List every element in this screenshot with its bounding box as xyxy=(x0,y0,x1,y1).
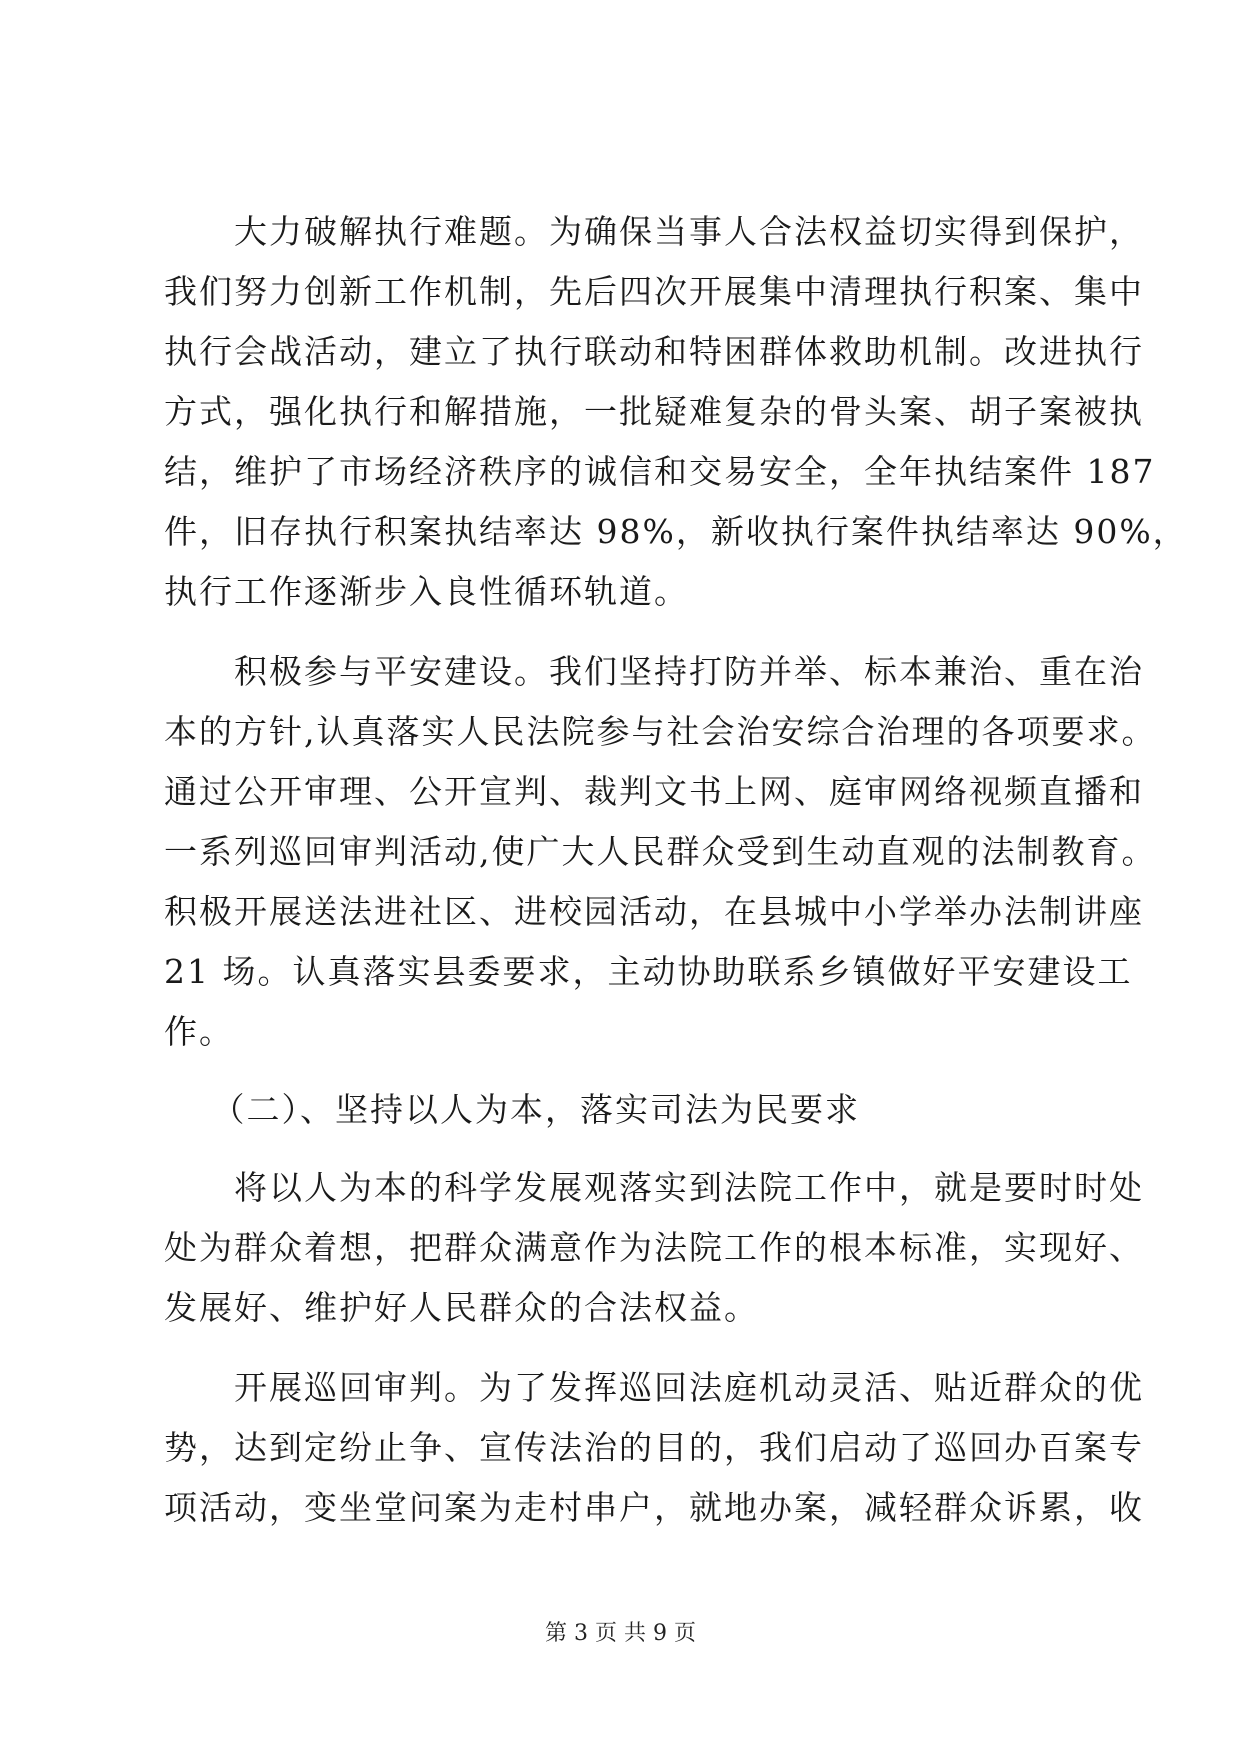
text-line: 积极参与平安建设。我们坚持打防并举、标本兼治、重在治 xyxy=(164,652,1144,691)
text-line: 大力破解执行难题。为确保当事人合法权益切实得到保护， xyxy=(164,212,1144,251)
text-line: 将以人为本的科学发展观落实到法院工作中，就是要时时处 xyxy=(164,1168,1144,1207)
text-line: 积极开展送法进社区、进校园活动，在县城中小学举办法制讲座 xyxy=(164,892,1144,931)
section-heading: （二）、坚持以人为本，落实司法为民要求 xyxy=(164,1090,860,1129)
text-line: 项活动，变坐堂问案为走村串户，就地办案，减轻群众诉累，收 xyxy=(164,1488,1144,1527)
text-line: 执行会战活动，建立了执行联动和特困群体救助机制。改进执行 xyxy=(164,332,1144,371)
text-line: 作。 xyxy=(164,1012,234,1051)
page-number: 第 3 页 共 9 页 xyxy=(545,1621,696,1646)
text-line: 方式，强化执行和解措施，一批疑难复杂的骨头案、胡子案被执 xyxy=(164,392,1144,431)
text-line: 本的方针,认真落实人民法院参与社会治安综合治理的各项要求。 xyxy=(164,712,1157,751)
text-line: 势，达到定纷止争、宣传法治的目的，我们启动了巡回办百案专 xyxy=(164,1428,1144,1467)
text-line: 21 场。认真落实县委要求，主动协助联系乡镇做好平安建设工 xyxy=(164,952,1133,991)
text-line: 发展好、维护好人民群众的合法权益。 xyxy=(164,1288,759,1327)
text-line: 件，旧存执行积案执结率达 98%，新收执行案件执结率达 90%， xyxy=(164,512,1188,551)
text-line: 执行工作逐渐步入良性循环轨道。 xyxy=(164,572,689,611)
text-line: 通过公开审理、公开宣判、裁判文书上网、庭审网络视频直播和 xyxy=(164,772,1144,811)
text-line: 处为群众着想，把群众满意作为法院工作的根本标准，实现好、 xyxy=(164,1228,1144,1267)
text-line: 结，维护了市场经济秩序的诚信和交易安全，全年执结案件 187 xyxy=(164,452,1156,491)
text-line: 开展巡回审判。为了发挥巡回法庭机动灵活、贴近群众的优 xyxy=(164,1368,1144,1407)
text-line: 一系列巡回审判活动,使广大人民群众受到生动直观的法制教育。 xyxy=(164,832,1157,871)
text-line: 我们努力创新工作机制，先后四次开展集中清理执行积案、集中 xyxy=(164,272,1144,311)
